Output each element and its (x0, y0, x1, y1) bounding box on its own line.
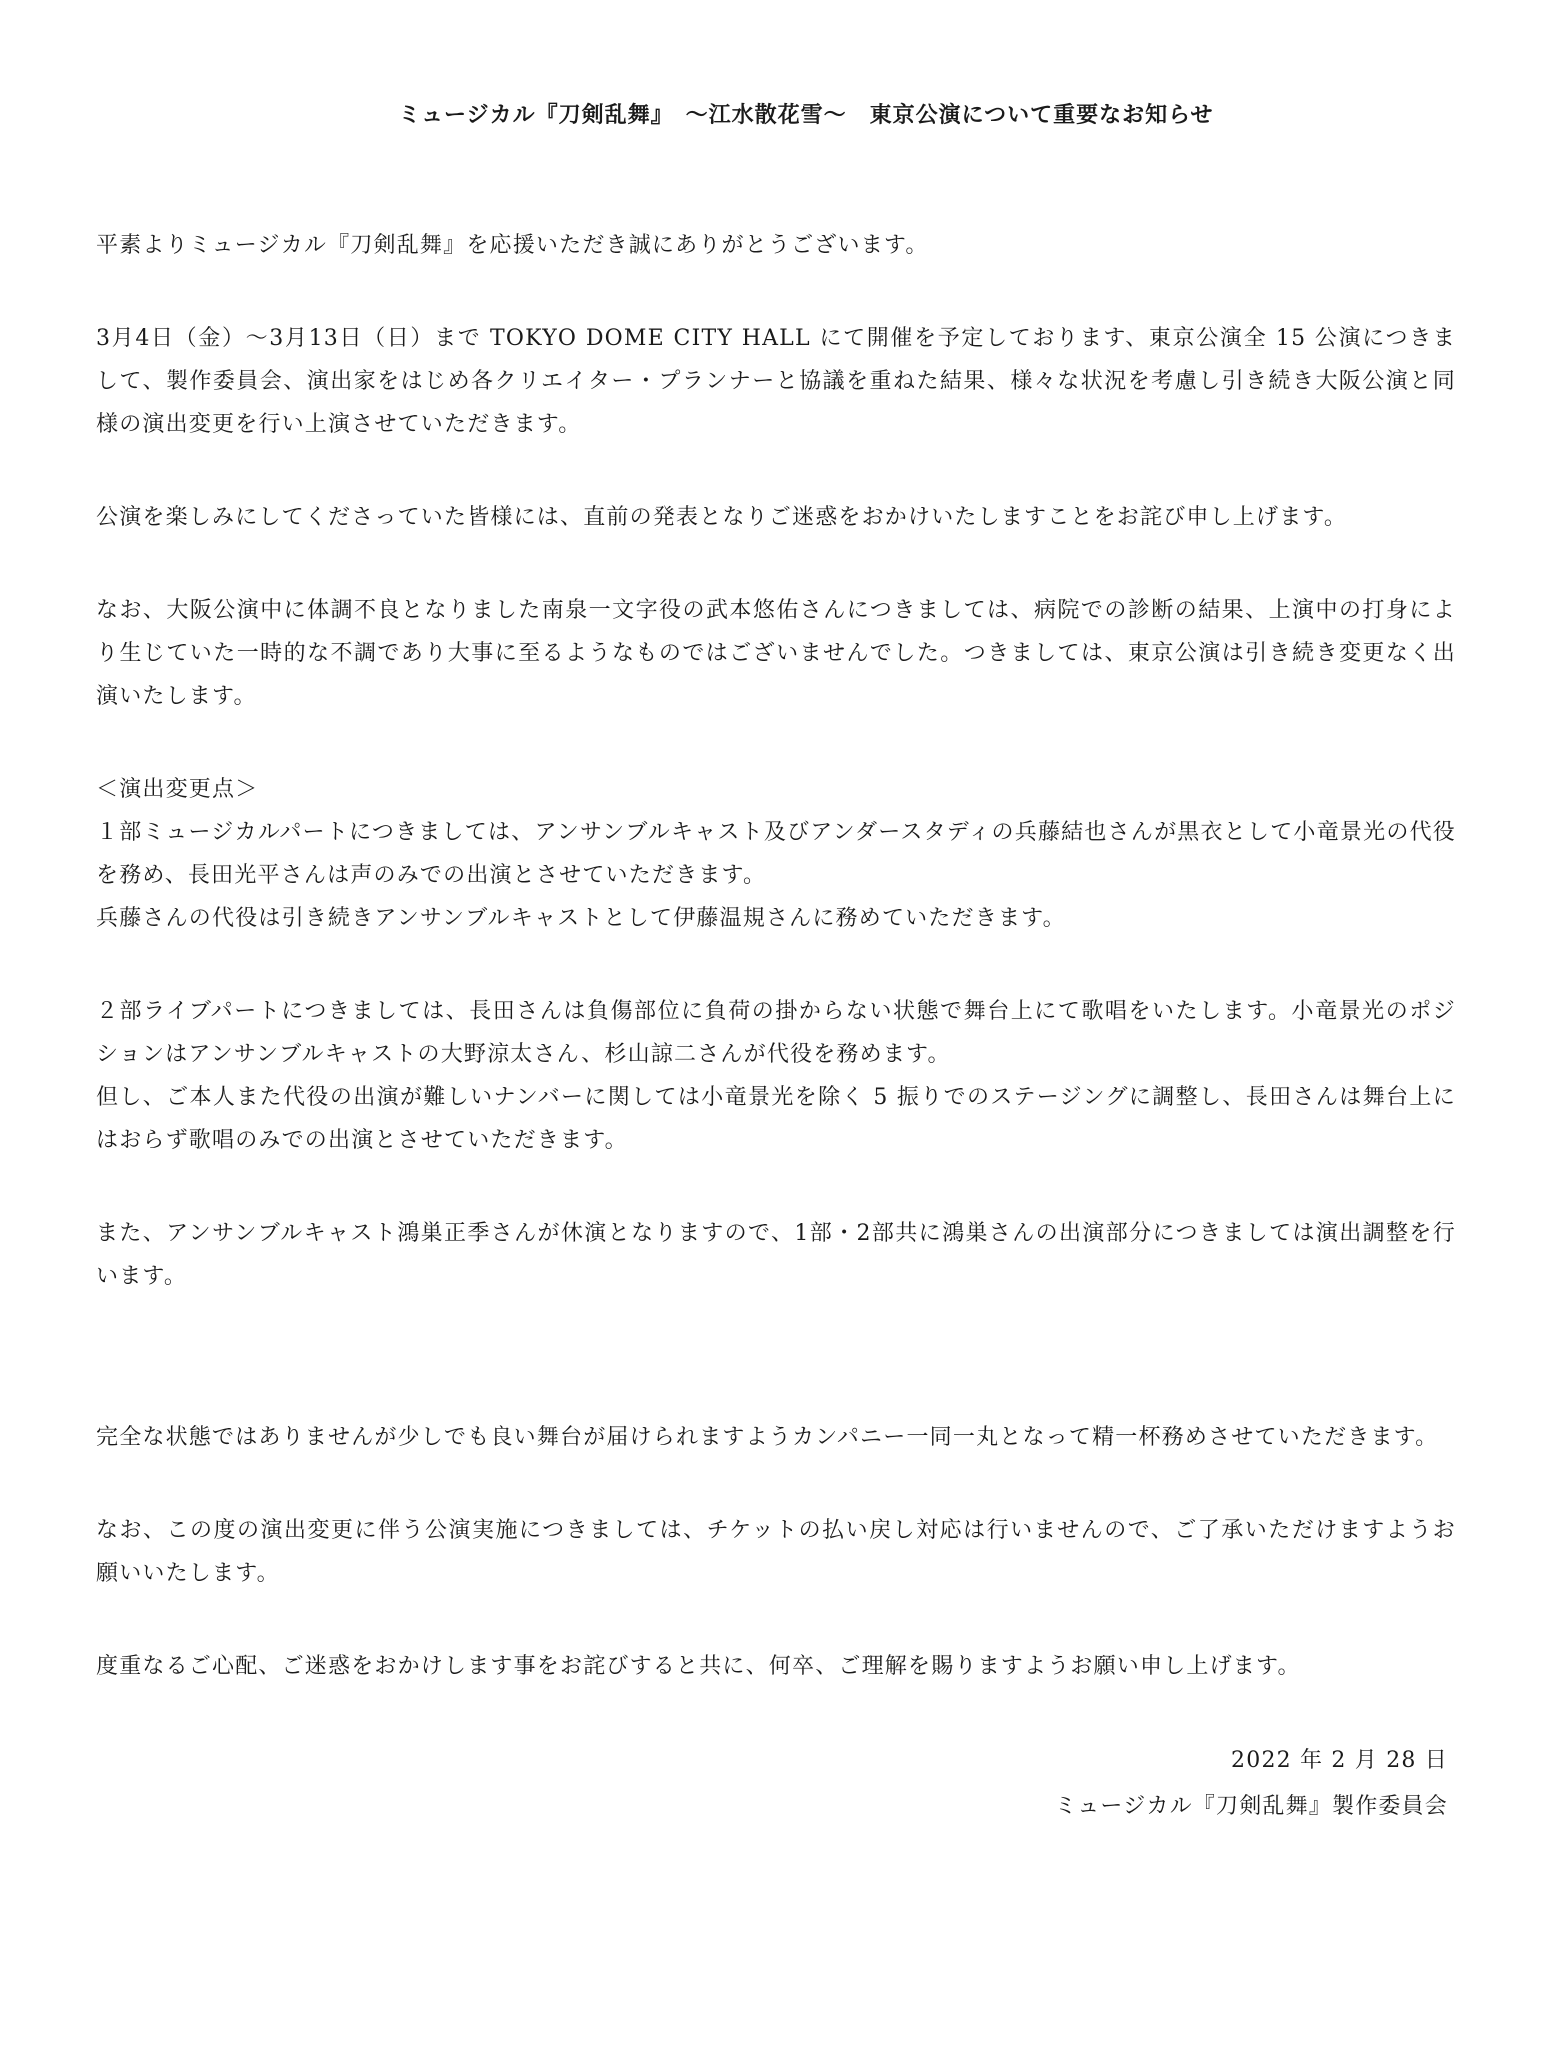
greeting-paragraph: 平素よりミュージカル『刀剣乱舞』を応援いただき誠にありがとうございます。 (96, 233, 929, 258)
health-paragraph: なお、大阪公演中に体調不良となりました南泉一文字役の武本悠佑さんにつきましては、病院での診断の結果、上演中の打身により生じていた一時的な不調であり大事に至るようなものではございませんでした。つきましては、東京公演は引き続き変更なく出演いたします。 (96, 598, 1456, 709)
schedule-paragraph: 3月4日（金）〜3月13日（日）まで TOKYO DOME CITY HALL にて開催を予定しております、東京公演全 15 公演につきまして、製作委員会、演出家をはじめ各クリエイター・プランナーと協議を重ねた結果、様々な状況を考慮し引き続き大阪公演と同様の演出変更を行い上演させていただきます。 (96, 326, 1456, 437)
closing-paragraph: 度重なるご心配、ご迷惑をおかけします事をお詫びすると共に、何卒、ご理解を賜りますようお願い申し上げます。 (96, 1654, 1301, 1679)
commitment-paragraph: 完全な状態ではありませんが少しでも良い舞台が届けられますようカンパニー一同一丸となって精一杯務めさせていただきます。 (96, 1425, 1439, 1450)
notice-page (96, 96, 1456, 1830)
changes-heading: ＜演出変更点＞ (96, 777, 259, 802)
issuer-name: ミュージカル『刀剣乱舞』製作委員会 (1054, 1794, 1448, 1819)
changes-part1-understudy-text: 兵藤さんの代役は引き続きアンサンブルキャストとして伊藤温規さんに務めていただきます。 (96, 906, 1066, 931)
notice-body (96, 224, 1456, 1688)
changes-part1-text: １部ミュージカルパートにつきましては、アンサンブルキャスト及びアンダースタディの兵藤結也さんが黒衣として小竜景光の代役を務め、長田光平さんは声のみでの出演とさせていただきます。 (96, 820, 1456, 888)
apology-paragraph: 公演を楽しみにしてくださっていた皆様には、直前の発表となりご迷惑をおかけいたしますことをお詫び申し上げます。 (96, 505, 1348, 530)
changes-part2-section (96, 990, 1456, 1162)
notice-title: ミュージカル『刀剣乱舞』 〜江水散花雪〜 東京公演について重要なお知らせ (398, 103, 1214, 128)
refund-paragraph: なお、この度の演出変更に伴う公演実施につきましては、チケットの払い戻し対応は行いませんので、ご了承いただけますようお願いいたします。 (96, 1518, 1456, 1586)
signature-block (96, 1738, 1456, 1830)
ensemble-paragraph: また、アンサンブルキャスト鴻巣正季さんが休演となりますので、1部・2部共に鴻巣さんの出演部分につきましては演出調整を行います。 (96, 1221, 1456, 1289)
changes-part2-exception-text: 但し、ご本人また代役の出演が難しいナンバーに関しては小竜景光を除く 5 振りでのステージングに調整し、長田さんは舞台上にはおらず歌唱のみでの出演とさせていただきます。 (96, 1085, 1456, 1153)
changes-part1-section (96, 768, 1456, 940)
notice-date: 2022 年 2 月 28 日 (1231, 1748, 1448, 1773)
changes-part2-text: ２部ライブパートにつきましては、長田さんは負傷部位に負荷の掛からない状態で舞台上にて歌唱をいたします。小竜景光のポジションはアンサンブルキャストの大野涼太さん、杉山諒二さんが代役を務めます。 (96, 999, 1456, 1067)
